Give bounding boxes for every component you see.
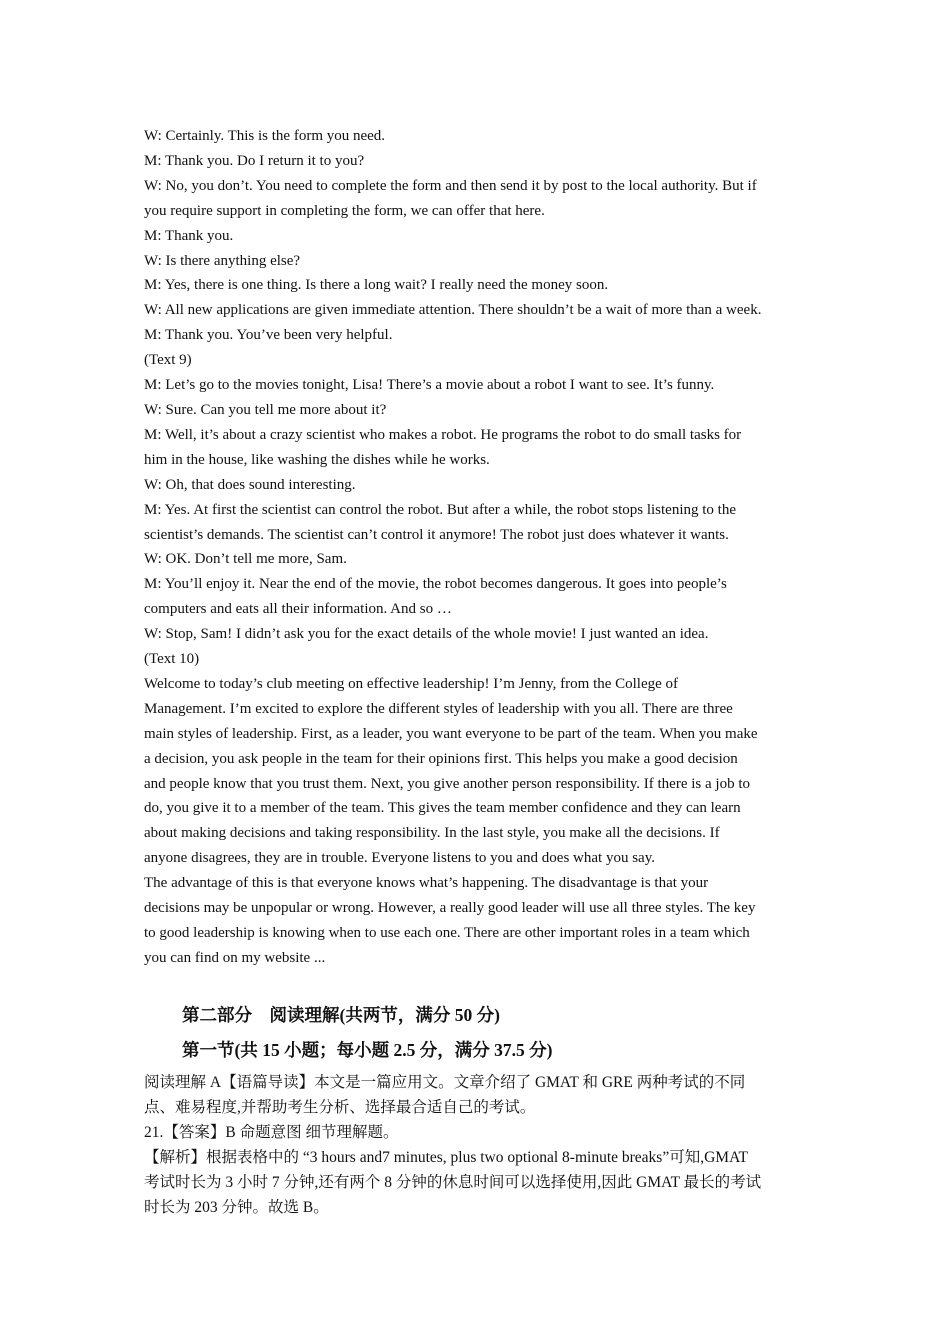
transcript-line: anyone disagrees, they are in trouble. Everyone listens to you and does what you say. — [144, 850, 655, 867]
transcript-line: M: You’ll enjoy it. Near the end of the movie, the robot becomes dangerous. It goes into people’s — [144, 576, 727, 593]
transcript-line: decisions may be unpopular or wrong. However, a really good leader will use all three styles. The key — [144, 900, 756, 917]
transcript-line: scientist’s demands. The scientist can’t control it anymore! The robot just does whatever it wants. — [144, 526, 729, 543]
answer-line: 点、难易程度,并帮助考生分析、选择最合适自己的考试。 — [144, 1098, 536, 1116]
transcript-line: you can find on my website ... — [144, 949, 326, 966]
transcript-line: about making decisions and taking responsibility. In the last style, you make all the decisions. If — [144, 825, 720, 842]
answer-line: 21.【答案】B 命题意图 细节理解题。 — [144, 1123, 399, 1141]
section-headings — [182, 998, 782, 1068]
transcript-line: The advantage of this is that everyone knows what’s happening. The disadvantage is that your — [144, 875, 709, 892]
section-heading: 第一节(共 15 小题；每小题 2.5 分，满分 37.5 分) — [182, 1040, 553, 1060]
transcript-line: main styles of leadership. First, as a leader, you want everyone to be part of the team. When you make — [144, 725, 758, 742]
transcript-line: W: Oh, that does sound interesting. — [144, 476, 356, 493]
transcript-line: W: All new applications are given immediate attention. There shouldn’t be a wait of more than a week. — [144, 302, 762, 319]
answer-line: 时长为 203 分钟。故选 B。 — [144, 1198, 329, 1216]
transcript-line: a decision, you ask people in the team for their opinions first. This helps you make a good decision — [144, 750, 738, 767]
transcript-line: him in the house, like washing the dishes while he works. — [144, 451, 490, 468]
transcript-line: M: Well, it’s about a crazy scientist who makes a robot. He programs the robot to do small tasks for — [144, 426, 742, 443]
transcript-line: M: Thank you. Do I return it to you? — [144, 152, 365, 169]
transcript-line: W: Sure. Can you tell me more about it? — [144, 401, 387, 418]
answer-line: 考试时长为 3 小时 7 分钟,还有两个 8 分钟的休息时间可以选择使用,因此 GMAT 最长的考试 — [144, 1173, 762, 1191]
transcript-line: Welcome to today’s club meeting on effective leadership! I’m Jenny, from the College of — [144, 675, 679, 692]
text-label: (Text 9) — [144, 352, 192, 369]
transcript-line: M: Thank you. You’ve been very helpful. — [144, 327, 393, 344]
transcript-line: do, you give it to a member of the team. This gives the team member confidence and they can learn — [144, 800, 741, 817]
answer-line: 阅读理解 A【语篇导读】本文是一篇应用文。文章介绍了 GMAT 和 GRE 两种考试的不同 — [144, 1074, 746, 1091]
transcript-line: to good leadership is knowing when to use each one. There are other important roles in a team which — [144, 925, 750, 941]
answer-line: 【解析】根据表格中的 “3 hours and7 minutes, plus two optional 8-minute breaks”可知,GMAT — [144, 1148, 749, 1166]
transcript-line: W: No, you don’t. You need to complete the form and then send it by post to the local authority. But if — [144, 177, 757, 194]
transcript-line: M: Thank you. — [144, 227, 234, 244]
transcript-line: W: OK. Don’t tell me more, Sam. — [144, 551, 347, 568]
part-heading: 第二部分 阅读理解(共两节，满分 50 分) — [182, 1005, 500, 1025]
text-label: (Text 10) — [144, 651, 200, 668]
transcript-line: M: Yes, there is one thing. Is there a long wait? I really need the money soon. — [144, 277, 609, 294]
transcript-line: W: Certainly. This is the form you need. — [144, 128, 386, 144]
transcript-line: M: Yes. At first the scientist can control the robot. But after a while, the robot stops listening to the — [144, 501, 737, 518]
transcript-line: W: Is there anything else? — [144, 252, 301, 269]
transcript-line: Management. I’m excited to explore the different styles of leadership with you all. There are three — [144, 700, 733, 717]
transcript-line: M: Let’s go to the movies tonight, Lisa! There’s a movie about a robot I want to see. It’s funny. — [144, 377, 715, 394]
transcript-line: you require support in completing the form, we can offer that here. — [144, 202, 545, 219]
transcript-line: computers and eats all their information. And so … — [144, 601, 452, 618]
transcript-line: and people know that you trust them. Next, you give another person responsibility. If there is a job to — [144, 775, 750, 792]
listening-transcript — [144, 124, 810, 971]
transcript-line: W: Stop, Sam! I didn’t ask you for the exact details of the whole movie! I just wanted an idea. — [144, 626, 709, 643]
answer-explanations — [144, 1071, 810, 1220]
